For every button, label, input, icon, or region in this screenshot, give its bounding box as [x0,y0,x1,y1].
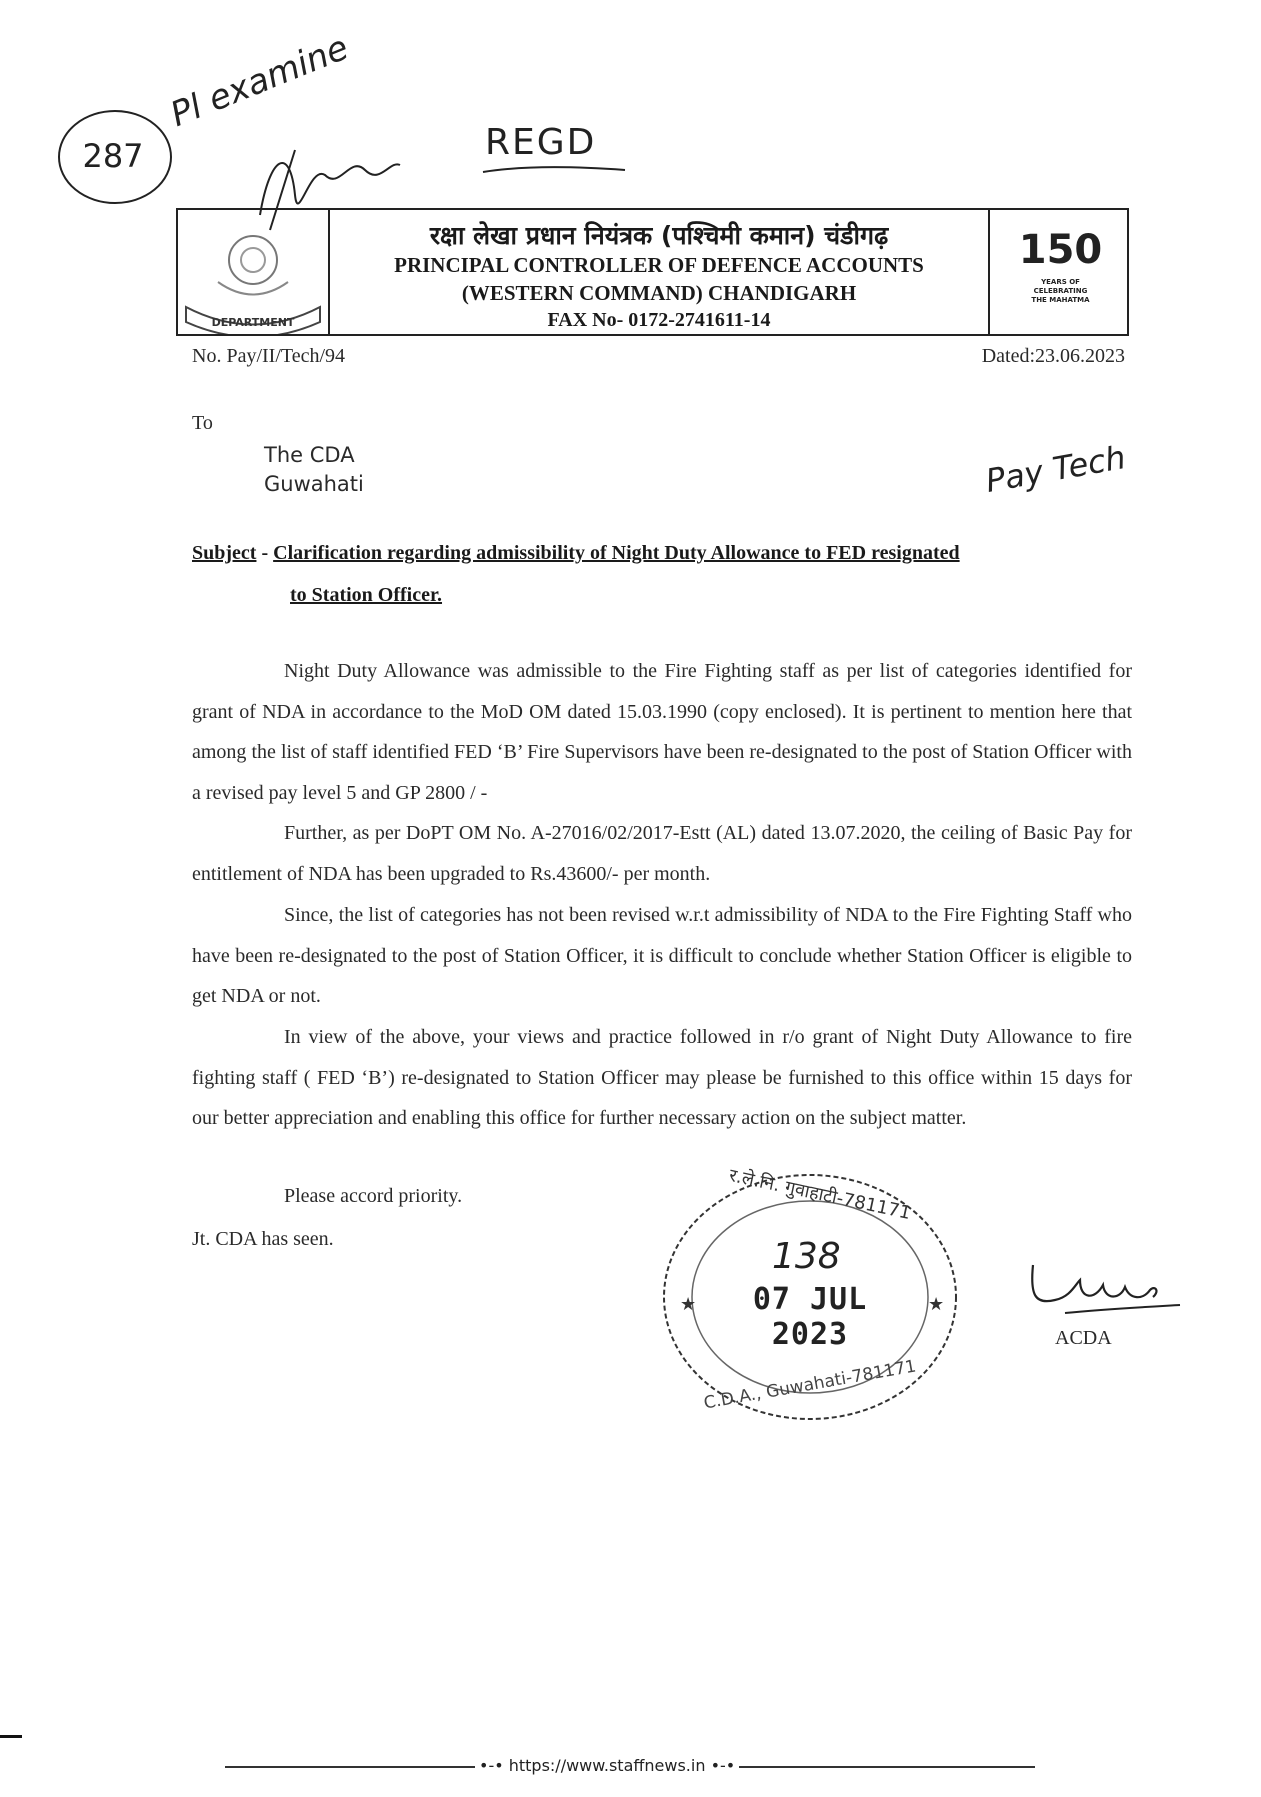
reference-number: No. Pay/II/Tech/94 [192,345,346,367]
letter-date: Dated:23.06.2023 [981,345,1125,367]
paragraph-5: Please accord priority. [284,1185,463,1207]
circled-number: 287 [82,137,144,175]
logo-caption: YEARS OF CELEBRATING THE MAHATMA [1031,278,1090,304]
letterhead-box [176,208,1129,336]
department-emblem-icon [178,212,328,334]
hindi-title: रक्षा लेखा प्रधान नियंत्रक (पश्चिमी कमान) चंडीगढ़ [429,221,889,250]
stamp-bottom-text: C.D.A., Guwahati-781171 [702,1356,918,1414]
addressee-line-2: Guwahati [264,472,364,496]
logo-number: 150 [1018,227,1103,273]
signatory-designation: ACDA [1055,1327,1112,1349]
regd-annotation: REGD [485,122,597,163]
to-label: To [192,412,213,434]
subject-label: Subject [192,542,257,564]
received-stamp [660,1164,960,1425]
paragraph-3: Since, the list of categories has not been revised w.r.t admissibility of NDA to the Fire Fighting Staff who have been re-designated to the post of Station Officer, it is difficult to conclude whether Station Officer is eligible to get NDA or not. [192,904,1132,1007]
subject-separator: - [256,542,274,564]
svg-text:★: ★ [928,1294,945,1315]
paragraph-4: In view of the above, your views and practice followed in r/o grant of Night Duty Allowance to fire fighting staff ( FED ‘B’) re-designated to Station Officer may please be furnished to this office within 15 days for our better appreciation and enabling this office for further necessary action on the subject matter. [192,1026,1132,1129]
regd-underline [480,160,630,180]
signature-scribble [1025,1255,1185,1330]
subject-line-1: Clarification regarding admissibility of Night Duty Allowance to FED resignated [273,542,960,564]
left-edge-mark [0,1735,22,1738]
pay-tech-annotation: Pay Tech [982,438,1129,500]
paragraph-2: Further, as per DoPT OM No. A-27016/02/2017-Estt (AL) dated 13.07.2020, the ceiling of Basic Pay for entitlement of NDA has been upgraded to Rs.43600/- per month. [192,822,1132,885]
stamp-number: 138 [772,1236,841,1277]
stamp-date: 07 JUL 2023 [752,1282,868,1352]
subject [192,532,1132,616]
svg-text:★: ★ [680,1294,697,1315]
stamp-top-text: र.ले.नि. गुवाहाटी-781171 [727,1164,913,1224]
footer-url: •-• https://www.staffnews.in •-• [475,1756,739,1775]
gandhi-150-logo [998,218,1123,328]
paragraph-1: Night Duty Allowance was admissible to the Fire Fighting staff as per list of categories identified for grant of NDA in accordance to the MoD OM dated 15.03.1990 (copy enclosed). It is pertinent to mention here that among the list of staff identified FED ‘B’ Fire Supervisors have been re-designated to the post of Station Officer with a revised pay level 5 and GP 2800 / - [192,660,1132,804]
circled-number-annotation [55,105,175,210]
addressee-line-1: The CDA [264,443,355,467]
title-line-1: PRINCIPAL CONTROLLER OF DEFENCE ACCOUNTS [394,253,924,277]
note-pl-examine: Pl examine [165,27,354,136]
subject-line-2: to Station Officer. [290,584,443,606]
title-line-2: (WESTERN COMMAND) CHANDIGARH [461,281,857,305]
emblem-label: DEPARTMENT [211,316,295,329]
fax-number: FAX No- 0172-2741611-14 [547,309,771,331]
paragraph-6: Jt. CDA has seen. [192,1228,334,1250]
